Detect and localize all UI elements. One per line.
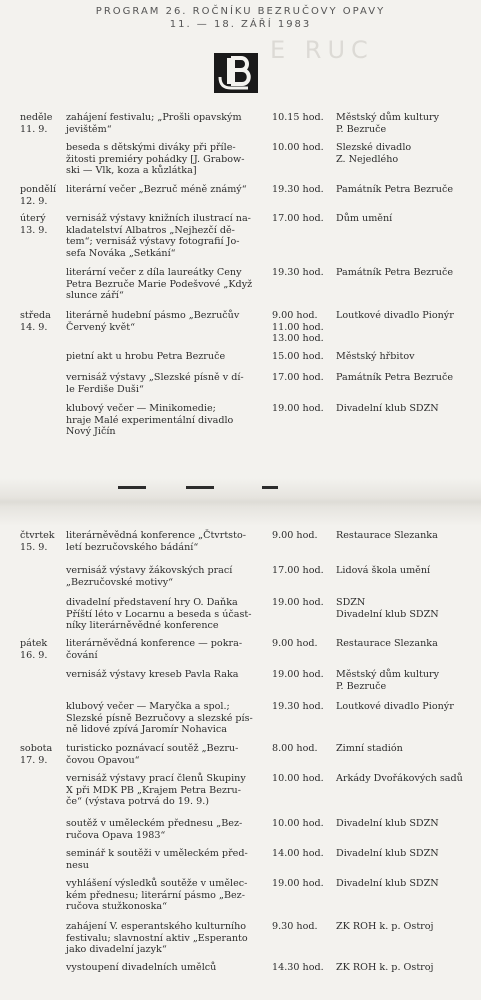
row-time-line: 19.00 hod. [272, 403, 324, 414]
row-time-line: 19.30 hod. [272, 184, 324, 195]
row-place-line: Restaurace Slezanka [336, 638, 438, 649]
row-day-line: sobota [20, 743, 53, 754]
row-event [66, 112, 262, 135]
row-event [66, 142, 262, 177]
row-place [336, 267, 476, 279]
row-day-line: 17. 9. [20, 754, 48, 766]
row-day-line: 16. 9. [20, 649, 48, 661]
row-time-line: 19.00 hod. [272, 597, 324, 608]
row-event-line: pietní akt u hrobu Petra Bezruče [66, 351, 226, 362]
row-day-line: 12. 9. [20, 195, 48, 207]
row-place-line: Městský dům kultury [336, 112, 440, 123]
row-time [272, 962, 328, 974]
row-event [66, 962, 262, 974]
row-event-line: jevištěm“ [66, 123, 112, 135]
row-place [336, 701, 476, 713]
row-time-line: 11.00 hod. [272, 321, 324, 333]
row-time [272, 142, 328, 154]
row-event [66, 267, 262, 302]
row-place-line: Z. Nejedlého [336, 153, 399, 165]
row-place [336, 565, 476, 577]
row-time-line: 13.00 hod. [272, 333, 324, 344]
row-event [66, 372, 262, 395]
row-event-line: vernisáž výstavy prací členů Skupiny [66, 773, 246, 784]
row-time [272, 921, 328, 933]
row-day-line: 13. 9. [20, 224, 48, 236]
row-event-line: ručova Opava 1983“ [66, 829, 166, 841]
row-place-line: Městský dům kultury [336, 669, 440, 680]
row-place [336, 112, 476, 135]
row-time-line: 14.30 hod. [272, 962, 324, 973]
row-day [20, 112, 60, 135]
row-event-line: sefa Nováka „Setkání“ [66, 247, 176, 259]
row-time-line: 9.00 hod. [272, 530, 318, 541]
row-time-line: 19.00 hod. [272, 669, 324, 680]
row-place [336, 773, 476, 785]
row-event-line: klubový večer — Maryčka a spol.; [66, 701, 230, 712]
row-time-line: 19.30 hod. [272, 701, 324, 712]
row-time [272, 112, 328, 124]
row-place-line: Slezské divadlo [336, 142, 412, 153]
row-place-line: P. Bezruče [336, 680, 387, 692]
row-event-line: vernisáž výstavy kreseb Pavla Raka [66, 669, 239, 680]
row-event [66, 701, 262, 736]
row-place-line: Divadelní klub SDZN [336, 848, 439, 859]
row-place-line: Arkády Dvořákových sadů [336, 773, 463, 784]
row-event [66, 403, 262, 438]
row-time [272, 267, 328, 279]
row-event-line: Červený květ“ [66, 321, 136, 333]
row-place [336, 921, 476, 933]
row-place [336, 310, 476, 322]
row-day-line: pondělí [20, 184, 57, 195]
row-place-line: Restaurace Slezanka [336, 530, 438, 541]
row-event-line: ručova stužkonoska“ [66, 901, 168, 912]
row-place-line: Památník Petra Bezruče [336, 267, 454, 278]
row-event-line: festivalu; slavnostní aktiv „Esperanto [66, 932, 248, 944]
bleed-through-mark: E RUC [270, 36, 374, 64]
row-day-line: 14. 9. [20, 321, 48, 333]
row-time [272, 372, 328, 384]
row-time [272, 848, 328, 860]
row-event-line: če“ (výstava potrvá do 19. 9.) [66, 796, 209, 807]
row-event [66, 878, 262, 913]
row-day-line: čtvrtek [20, 530, 55, 541]
row-time-line: 19.00 hod. [272, 878, 324, 889]
row-place [336, 669, 476, 692]
row-place [336, 142, 476, 165]
row-day [20, 184, 60, 207]
row-day-line: středa [20, 310, 51, 321]
row-event [66, 184, 262, 196]
row-day-line: neděle [20, 112, 53, 123]
row-day-line: 15. 9. [20, 541, 48, 553]
row-place-line: Divadelní klub SDZN [336, 403, 439, 414]
row-place [336, 818, 476, 830]
row-event-line: soutěž v uměleckém přednesu „Bez- [66, 818, 243, 829]
row-place-line: Městský hřbitov [336, 351, 415, 362]
program-dates: 11. — 18. ZÁŘÍ 1983 [169, 19, 312, 30]
row-day [20, 530, 60, 553]
row-place [336, 962, 476, 974]
row-event-line: zahájení festivalu; „Prošli opavským [66, 112, 242, 123]
row-event [66, 818, 262, 841]
row-event [66, 565, 262, 588]
row-event-line: Slezské písně Bezručovy a slezské pís- [66, 712, 253, 724]
row-place-line: Památník Petra Bezruče [336, 372, 454, 383]
row-time-line: 15.00 hod. [272, 351, 324, 362]
row-place [336, 351, 476, 363]
row-place-line: Divadelní klub SDZN [336, 878, 439, 889]
row-place [336, 638, 476, 650]
row-event-line: zahájení V. esperantského kulturního [66, 921, 247, 932]
row-time-line: 8.00 hod. [272, 743, 318, 754]
row-place [336, 403, 476, 415]
row-time [272, 878, 328, 890]
row-event-line: hraje Malé experimentální divadlo [66, 414, 234, 426]
row-day-line: pátek [20, 638, 48, 649]
row-place-line: Lidová škola umění [336, 565, 431, 576]
row-event-line: le Ferdiše Duši“ [66, 383, 144, 395]
row-place-line: SDZN [336, 597, 366, 608]
row-event [66, 638, 262, 661]
row-event-line: „Bezručovské motivy“ [66, 576, 174, 588]
row-event [66, 530, 262, 553]
row-time [272, 773, 328, 785]
row-place [336, 213, 476, 225]
row-event-line: jako divadelní jazyk“ [66, 944, 167, 955]
row-place-line: Dům umění [336, 213, 393, 224]
row-time-line: 14.00 hod. [272, 848, 324, 859]
row-time [272, 184, 328, 196]
row-time-line: 10.00 hod. [272, 142, 324, 153]
row-time [272, 351, 328, 363]
row-event-line: literární večer z díla laureátky Ceny [66, 267, 242, 278]
row-time [272, 565, 328, 577]
row-event-line: divadelní představení hry O. Daňka [66, 597, 238, 608]
program-title: PROGRAM 26. ROČNÍKU BEZRUČOVY OPAVY [95, 6, 386, 17]
row-event-line: ski — Vlk, koza a kůzlátka] [66, 165, 197, 176]
row-time [272, 638, 328, 650]
row-event-line: literárněvědná konference „Čtvrtsto- [66, 530, 246, 541]
row-event-line: vernisáž výstavy žákovských prací [66, 565, 233, 576]
row-event-line: literárně hudební pásmo „Bezručův [66, 310, 240, 321]
row-time [272, 818, 328, 830]
row-time [272, 597, 328, 609]
row-place-line: Památník Petra Bezruče [336, 184, 454, 195]
row-place [336, 530, 476, 542]
row-event-line: Příští léto v Locarnu a beseda s účast- [66, 608, 252, 620]
row-day [20, 310, 60, 333]
row-place-line: P. Bezruče [336, 123, 387, 135]
row-event-line: ně lidové zpívá Jaromír Nohavica [66, 724, 227, 735]
row-event-line: literárněvědná konference — pokra- [66, 638, 243, 649]
row-event-line: čovou Opavou“ [66, 754, 140, 766]
row-event [66, 743, 262, 766]
row-day-line: 11. 9. [20, 123, 48, 135]
row-event-line: čování [66, 649, 98, 661]
row-time-line: 9.30 hod. [272, 921, 318, 932]
row-event-line: X při MDK PB „Krajem Petra Bezru- [66, 784, 241, 796]
row-day-line: úterý [20, 213, 46, 224]
row-place [336, 372, 476, 384]
row-event-line: žitosti premiéry pohádky [J. Grabow- [66, 153, 245, 165]
row-place-line: Loutkové divadlo Pionýr [336, 310, 454, 321]
row-place-line: Zimní stadión [336, 743, 403, 754]
row-time-line: 17.00 hod. [272, 213, 324, 224]
row-event [66, 921, 262, 956]
row-event-line: vystoupení divadelních umělců [66, 962, 217, 973]
row-place-line: Loutkové divadlo Pionýr [336, 701, 454, 712]
row-time-line: 10.00 hod. [272, 773, 324, 784]
row-time-line: 9.00 hod. [272, 310, 318, 321]
row-event [66, 773, 262, 808]
row-event [66, 213, 262, 259]
row-event [66, 351, 262, 363]
row-event-line: vernisáž výstavy „Slezské písně v dí- [66, 372, 244, 383]
row-event-line: letí bezručovského bádání“ [66, 541, 199, 553]
row-event-line: Petra Bezruče Marie Podešvové „Když [66, 278, 253, 290]
row-event [66, 669, 262, 681]
row-place [336, 878, 476, 890]
row-event [66, 310, 262, 333]
row-time [272, 310, 328, 345]
row-day [20, 743, 60, 766]
row-time [272, 403, 328, 415]
row-event-line: turisticko poznávací soutěž „Bezru- [66, 743, 239, 754]
row-event-line: beseda s dětskými diváky při příle- [66, 142, 236, 153]
row-event-line: kém přednesu; literární pásmo „Bez- [66, 889, 245, 901]
row-time-line: 10.00 hod. [272, 818, 324, 829]
row-time-line: 10.15 hod. [272, 112, 324, 123]
row-place [336, 848, 476, 860]
row-event-line: literární večer „Bezruč méně známý“ [66, 184, 247, 195]
row-event [66, 848, 262, 871]
row-event-line: klubový večer — Minikomedie; [66, 403, 216, 414]
row-event-line: tem“; vernisáž výstavy fotografií Jo- [66, 236, 240, 247]
row-event-line: Nový Jičín [66, 426, 116, 437]
row-event-line: vernisáž výstavy knižních ilustrací na- [66, 213, 251, 224]
row-place [336, 597, 476, 620]
row-time [272, 669, 328, 681]
row-event-line: seminář k soutěži v uměleckém před- [66, 848, 248, 859]
row-place-line: ZK ROH k. p. Ostroj [336, 962, 434, 973]
row-place-line: ZK ROH k. p. Ostroj [336, 921, 434, 932]
row-event-line: vyhlášení výsledků soutěže v umělec- [66, 878, 248, 889]
row-time-line: 17.00 hod. [272, 565, 324, 576]
row-event-line: nesu [66, 859, 89, 871]
row-time-line: 17.00 hod. [272, 372, 324, 383]
row-time [272, 743, 328, 755]
row-time [272, 213, 328, 225]
row-day [20, 638, 60, 661]
row-day [20, 213, 60, 236]
row-event-line: slunce září“ [66, 290, 124, 301]
row-place-line: Divadelní klub SDZN [336, 608, 439, 620]
row-time [272, 701, 328, 713]
row-place-line: Divadelní klub SDZN [336, 818, 439, 829]
row-event-line: níky literárněvědné konference [66, 620, 219, 631]
row-time [272, 530, 328, 542]
row-place [336, 184, 476, 196]
row-event-line: kladatelství Albatros „Nejhezčí dě- [66, 224, 235, 236]
row-event [66, 597, 262, 632]
row-time-line: 19.30 hod. [272, 267, 324, 278]
row-time-line: 9.00 hod. [272, 638, 318, 649]
row-place [336, 743, 476, 755]
